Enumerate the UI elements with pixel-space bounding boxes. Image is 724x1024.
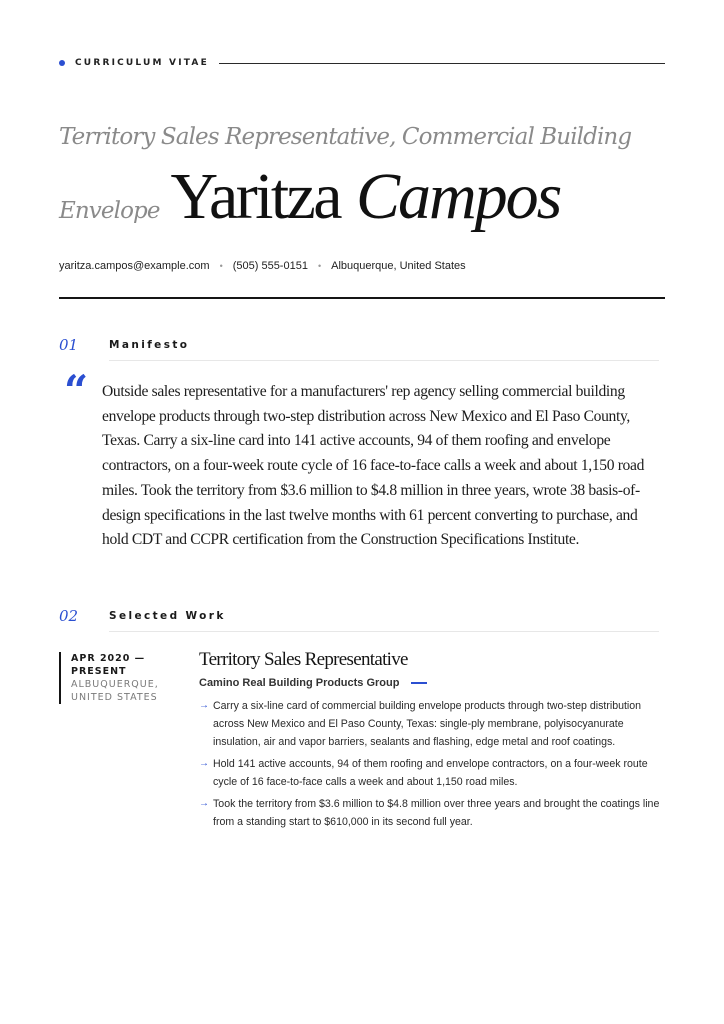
contact-location: Albuquerque, United States [331,260,466,272]
list-item [199,795,669,831]
job-bullets [199,697,669,835]
kicker-label: CURRICULUM VITAE [75,58,209,68]
first-name: Yaritza [170,160,340,233]
section-rule [109,360,659,361]
company-name: Camino Real Building Products Group [199,677,400,689]
accent-dot-icon [59,60,65,66]
section-header-work [59,607,659,631]
document-kicker [59,56,665,70]
arrow-right-icon: → [199,758,209,769]
contact-separator: • [317,261,322,271]
name-line [59,160,561,233]
contact-email[interactable]: yaritza.campos@example.com [59,260,210,272]
job-meta [59,652,196,704]
job-location: ALBUQUERQUE, UNITED STATES [71,679,159,703]
section-title: Selected Work [109,610,226,622]
last-name: Campos [355,160,561,233]
list-item [199,697,669,751]
bullet-text: Took the territory from $3.6 million to $4.8 million over three years and brought the coatings line from a standing start to $610,000 in its second full year. [213,798,660,828]
section-number: 01 [59,336,79,354]
section-number: 02 [59,607,79,625]
company-dash [411,682,427,684]
header-divider [59,297,665,299]
company-line [199,677,427,689]
job-dates: APR 2020 — PRESENT [71,653,146,677]
arrow-right-icon: → [199,700,209,711]
role-title-line2: Envelope [59,198,160,224]
bullet-text: Carry a six-line card of commercial building envelope products through two-step distribution across New Mexico and El Paso County, Texas: single-ply membrane, polyisocyanurate insulation, air and vapor barriers, sealants and flashing, edge metal and roof coatings. [213,700,642,748]
arrow-right-icon: → [199,798,209,809]
quote-mark-icon: “ [64,366,89,415]
contact-separator: • [219,261,223,271]
contact-line [59,260,466,272]
bullet-text: Hold 141 active accounts, 94 of them roofing and envelope contractors, on a four-week route cycle of 16 face-to-face calls a week and about 1,150 road miles. [213,758,648,788]
role-title-line1: Territory Sales Representative, Commercial Building [59,124,632,150]
manifesto-text: Outside sales representative for a manufacturers' rep agency selling commercial building envelope products through two-step distribution across New Mexico and El Paso County, Texas. Carry a six-line card into 141 active accounts, 94 of them roofing and envelope contractors, on a four-week route cycle of 16 face-to-face calls a week and about 1,150 road miles. Took the territory from $3.6 million to $4.8 million in three years, wrote 38 basis-of-design specifications in the last twelve months with 61 percent converting to purchase, and hold CDT and CCPR certification from the Construction Specifications Institute. [102,383,645,549]
section-header-manifesto [59,336,659,360]
list-item [199,755,669,791]
section-title: Manifesto [109,339,190,351]
section-rule [109,631,659,632]
contact-phone[interactable]: (505) 555-0151 [232,260,308,272]
kicker-rule [219,63,665,64]
job-title: Territory Sales Representative [199,649,408,670]
